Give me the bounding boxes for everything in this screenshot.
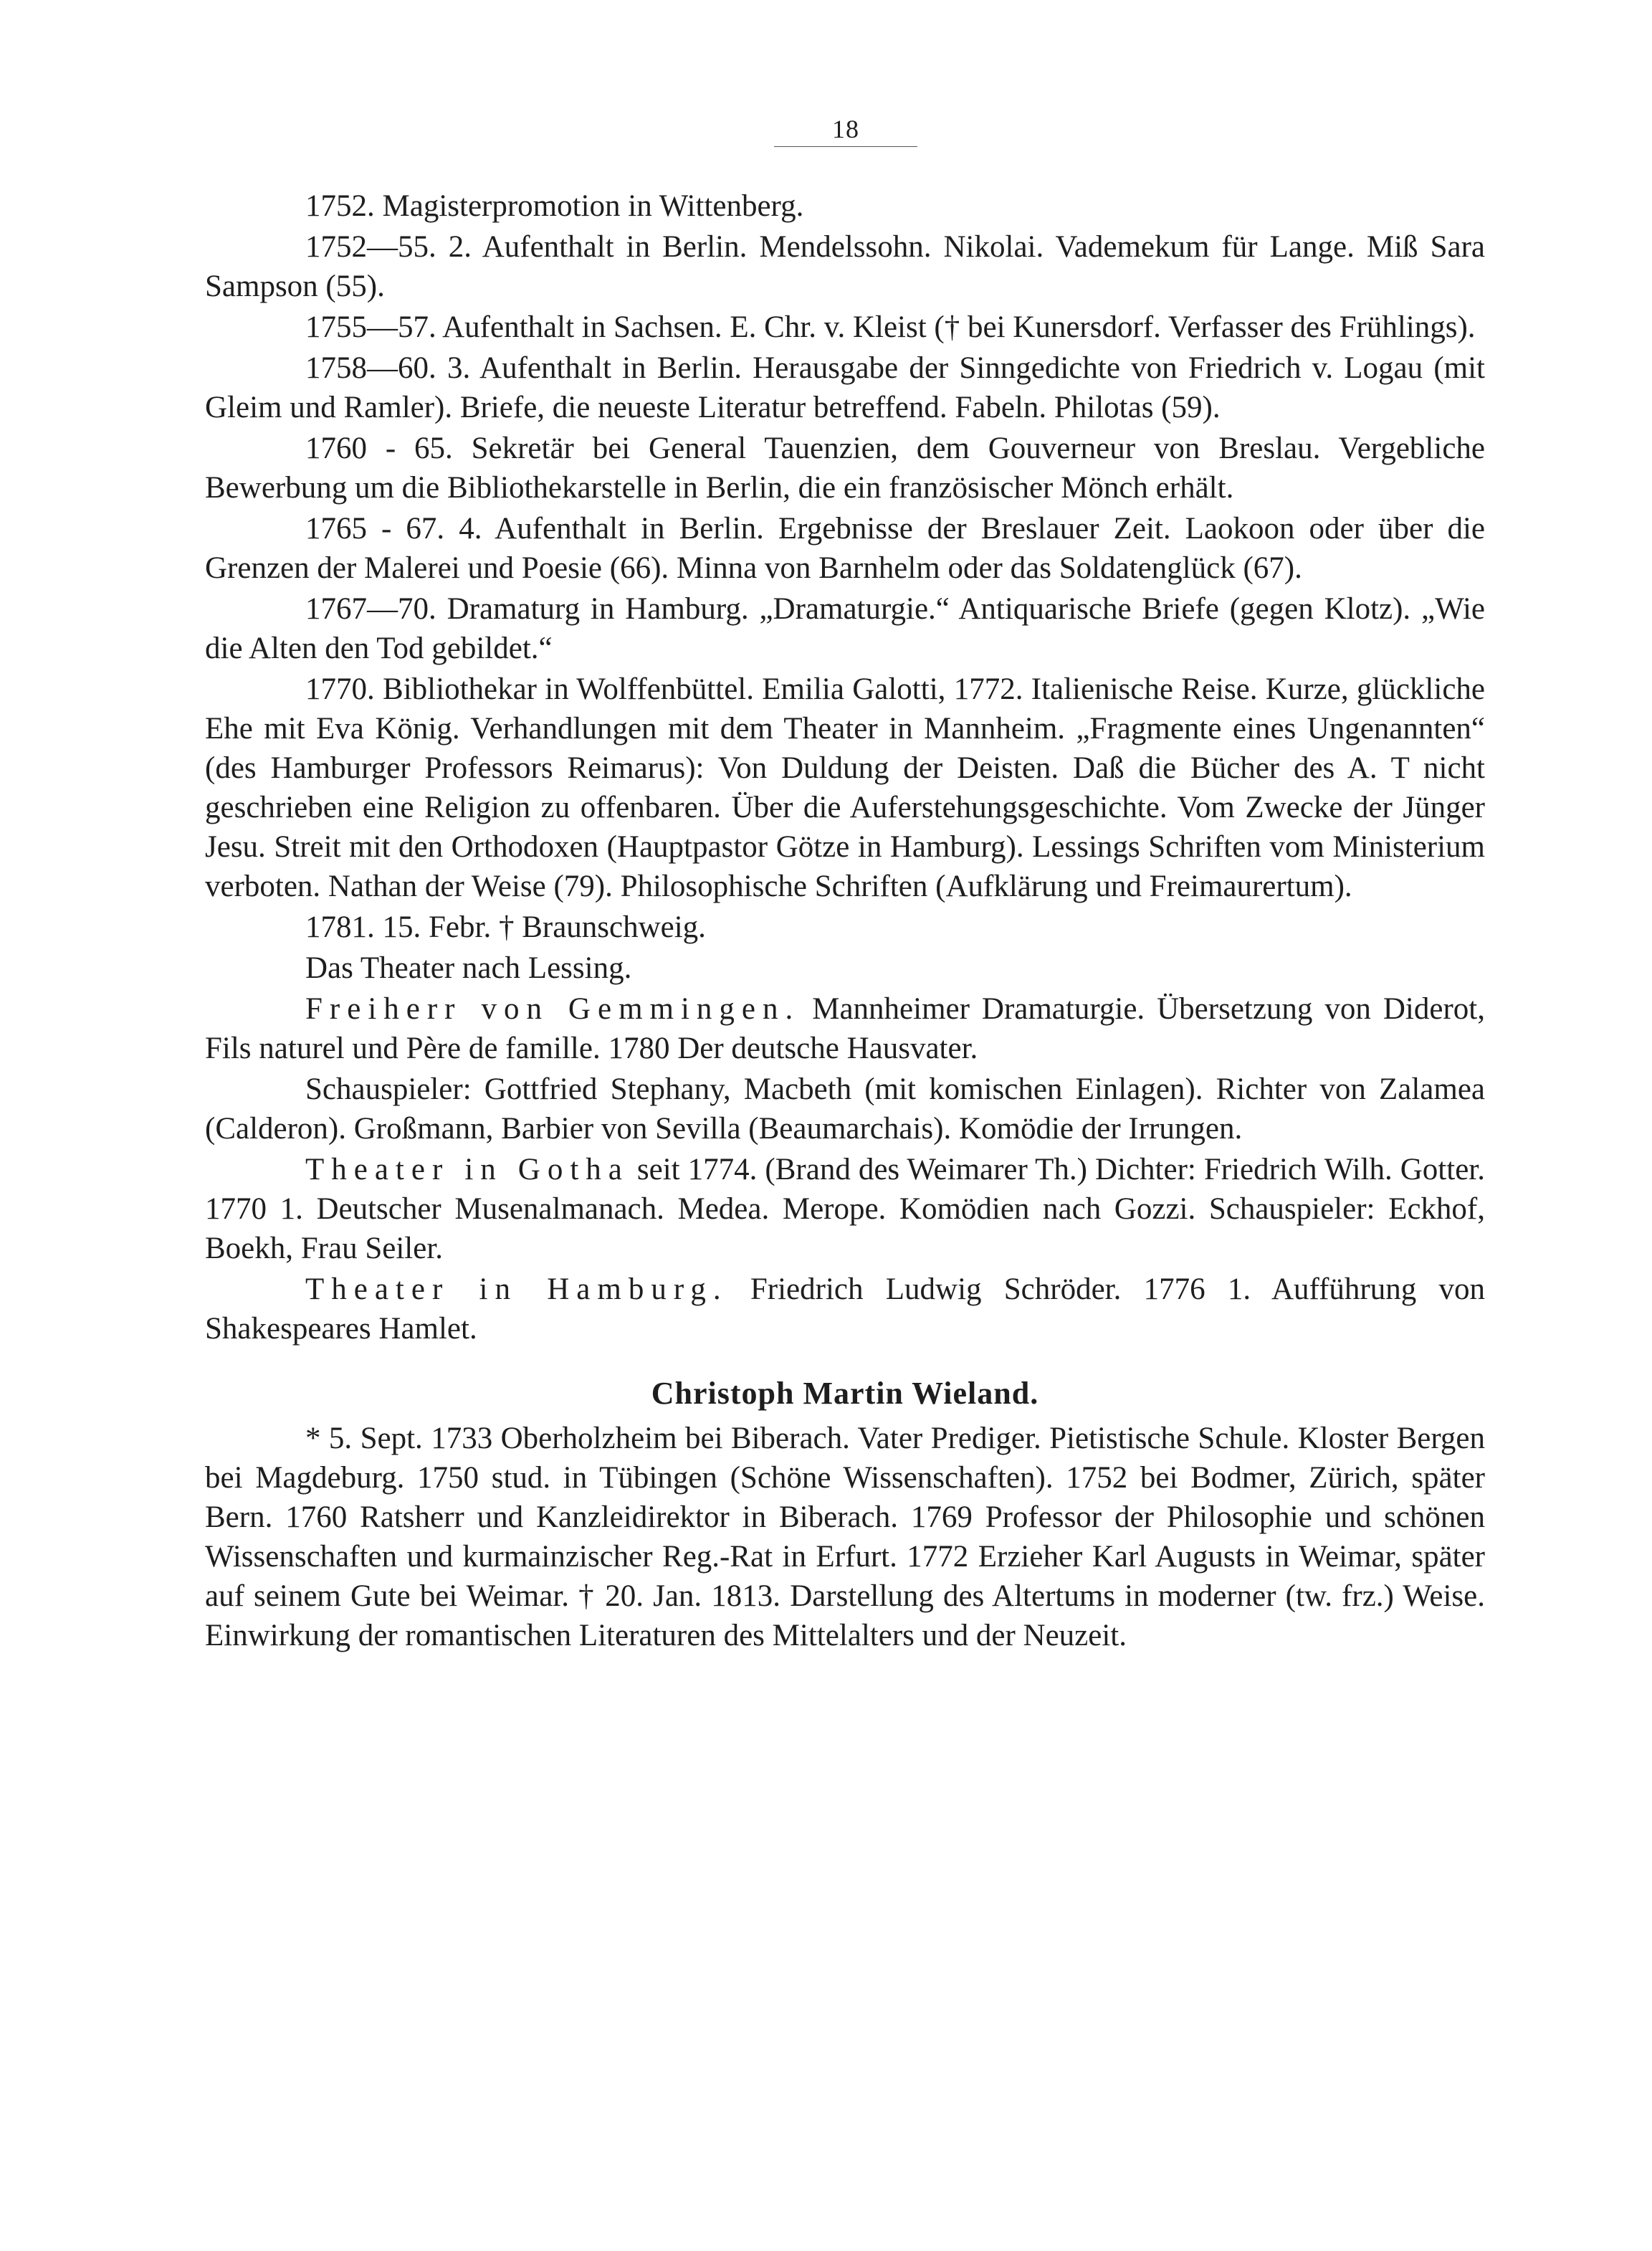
schauspieler-entry: Schauspieler: Gottfried Stephany, Macbeth (mit komischen Einlagen). Richter von Zalamea (Calderon). Großmann, Barbier von Sevilla (Beaumarchais). Komödie der Irrungen. bbox=[205, 1072, 1485, 1146]
chronology-entry: 1760 - 65. Sekretär bei General Tauenzien, dem Gouverneur von Breslau. Vergebliche Bewerbung um die Bibliothekarstelle in Berlin, die ein französischer Mönch erhält. bbox=[205, 432, 1485, 505]
page-number: 18 bbox=[832, 115, 859, 143]
chronology-entry: 1781. 15. Febr. † Braunschweig. bbox=[305, 910, 706, 944]
chronology-entry: 1755—57. Aufenthalt in Sachsen. E. Chr. v. Kleist († bei Kunersdorf. Verfasser des Frühlings). bbox=[305, 310, 1476, 344]
hamburg-text: Friedrich Ludwig Schröder. 1776 1. Aufführung von Shakespeares Hamlet. bbox=[205, 1272, 1485, 1346]
chronology-entry: 1752—55. 2. Aufenthalt in Berlin. Mendelssohn. Nikolai. Vademekum für Lange. Miß Sara Sampson (55). bbox=[205, 230, 1485, 303]
gemmingen-text: Mannheimer Dramaturgie. Übersetzung von Diderot, Fils naturel und Père de famille. 1780 Der deutsche Hausvater. bbox=[205, 992, 1485, 1065]
section-subheading: Das Theater nach Lessing. bbox=[305, 951, 632, 985]
chronology-entry: 1752. Magisterpromotion in Wittenberg. bbox=[305, 189, 804, 223]
hamburg-entry bbox=[205, 1270, 1485, 1348]
page-header bbox=[774, 115, 917, 147]
gemmingen-name: Freiherr von Gemmingen. bbox=[305, 992, 801, 1026]
wieland-paragraph: * 5. Sept. 1733 Oberholzheim bei Biberach. Vater Prediger. Pietistische Schule. Kloster Bergen bei Magdeburg. 1750 stud. in Tübingen (Schöne Wissenschaften). 1752 bei Bodmer, Zürich, später Bern. 1760 Ratsherr und Kanzleidirektor in Biberach. 1769 Professor der Philosophie und schönen Wissenschaften und kurmainzischer Reg.-Rat in Erfurt. 1772 Erzieher Karl Augusts in Weimar, später auf seinem Gute bei Weimar. † 20. Jan. 1813. Darstellung des Altertums in moderner (tw. frz.) Weise. Einwirkung der romantischen Literaturen des Mittelalters und der Neuzeit. bbox=[205, 1422, 1485, 1652]
chronology-entry: 1770. Bibliothekar in Wolffenbüttel. Emilia Galotti, 1772. Italienische Reise. Kurze, glückliche Ehe mit Eva König. Verhandlungen mit dem Theater in Mannheim. „Fragmente eines Ungenannten“ (des Hamburger Professors Reimarus): Von Duldung der Deisten. Daß die Bücher des A. T nicht geschrieben eine Religion zu offenbaren. Über die Auferstehungsgeschichte. Vom Zwecke der Jünger Jesu. Streit mit den Orthodoxen (Hauptpastor Götze in Hamburg). Lessings Schriften vom Ministerium verboten. Nathan der Weise (79). Philosophische Schriften (Aufklärung und Freimaurertum). bbox=[205, 672, 1485, 903]
gotha-text: seit 1774. (Brand des Weimarer Th.) Dichter: Friedrich Wilh. Gotter. 1770 1. Deutscher Musenalmanach. Medea. Merope. Komödien nach Gozzi. Schauspieler: Eckhof, Boekh, Frau Seiler. bbox=[205, 1153, 1485, 1265]
gotha-label: Theater in Gotha bbox=[305, 1153, 629, 1186]
body-text bbox=[205, 186, 1485, 1657]
chronology-entry: 1758—60. 3. Aufenthalt in Berlin. Herausgabe der Sinngedichte von Friedrich v. Logau (mit Gleim und Ramler). Briefe, die neueste Literatur betreffend. Fabeln. Philotas (59). bbox=[205, 351, 1485, 424]
section-heading: Christoph Martin Wieland. bbox=[651, 1376, 1039, 1411]
chronology-entry: 1767—70. Dramaturg in Hamburg. „Dramaturgie.“ Antiquarische Briefe (gegen Klotz). „Wie die Alten den Tod gebildet.“ bbox=[205, 592, 1485, 665]
gotha-entry bbox=[205, 1150, 1485, 1268]
hamburg-label: Theater in Hamburg. bbox=[305, 1272, 728, 1306]
header-rule bbox=[774, 146, 917, 147]
gemmingen-entry bbox=[205, 989, 1485, 1068]
chronology-entry: 1765 - 67. 4. Aufenthalt in Berlin. Ergebnisse der Breslauer Zeit. Laokoon oder über die Grenzen der Malerei und Poesie (66). Minna von Barnhelm oder das Soldatenglück (67). bbox=[205, 512, 1485, 585]
